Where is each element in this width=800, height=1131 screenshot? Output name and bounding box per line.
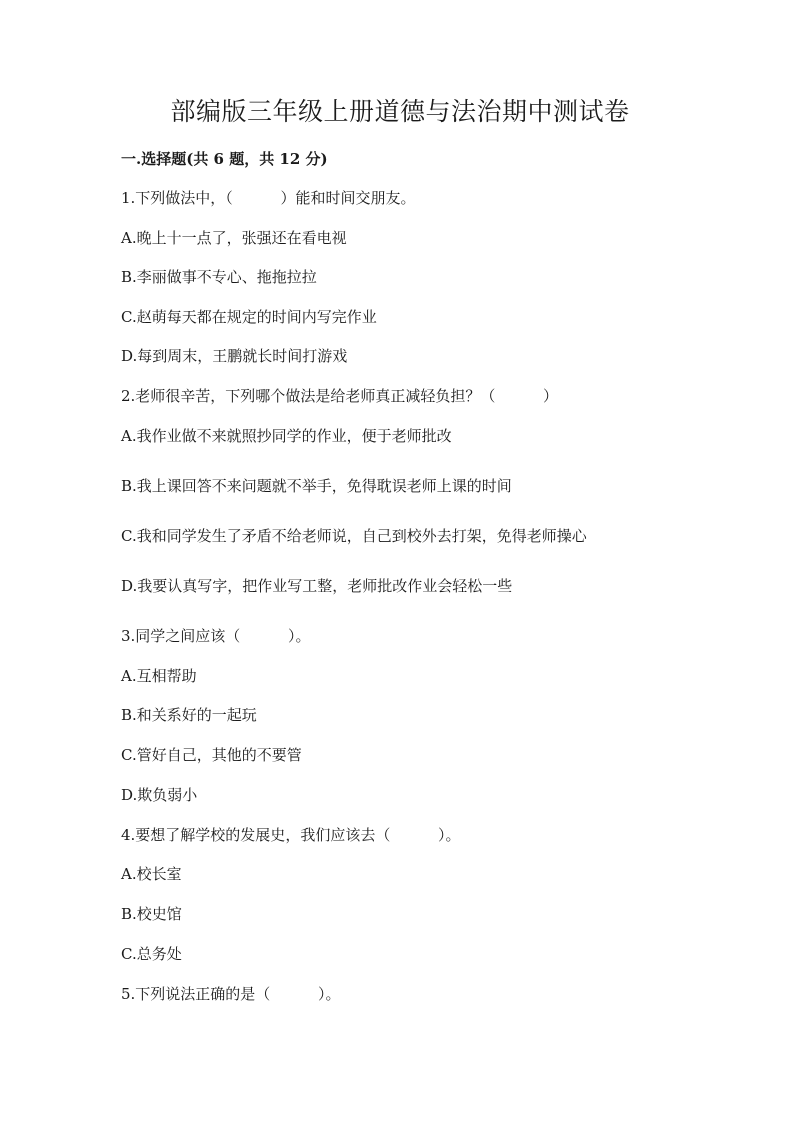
option-1c: C.赵萌每天都在规定的时间内写完作业 [121, 308, 377, 326]
question-stem-2: 2.老师很辛苦，下列哪个做法是给老师真正减轻负担？（ ） [121, 387, 558, 405]
option-4b: B.校史馆 [121, 905, 182, 923]
option-3c: C.管好自己，其他的不要管 [121, 746, 302, 764]
option-2d: D.我要认真写字，把作业写工整，老师批改作业会轻松一些 [121, 577, 513, 595]
question-stem-5: 5.下列说法正确的是（ ）。 [121, 985, 341, 1003]
option-4c: C.总务处 [121, 945, 182, 963]
option-1a: A.晚上十一点了，张强还在看电视 [121, 229, 347, 247]
option-1d: D.每到周末，王鹏就长时间打游戏 [121, 347, 348, 365]
question-stem-1: 1.下列做法中，（ ）能和时间交朋友。 [121, 189, 416, 207]
option-3d: D.欺负弱小 [121, 786, 198, 804]
option-2b: B.我上课回答不来问题就不举手，免得耽误老师上课的时间 [121, 477, 512, 495]
option-2a: A.我作业做不来就照抄同学的作业，便于老师批改 [121, 427, 452, 445]
option-4a: A.校长室 [121, 865, 182, 883]
section-heading: 一.选择题(共 6 题，共 12 分) [121, 150, 328, 168]
option-1b: B.李丽做事不专心、拖拖拉拉 [121, 268, 317, 286]
option-2c: C.我和同学发生了矛盾不给老师说，自己到校外去打架，免得老师操心 [121, 527, 587, 545]
page-title: 部编版三年级上册道德与法治期中测试卷 [170, 97, 630, 126]
question-stem-4: 4.要想了解学校的发展史，我们应该去（ ）。 [121, 826, 461, 844]
option-3b: B.和关系好的一起玩 [121, 706, 257, 724]
option-3a: A.互相帮助 [121, 667, 197, 685]
question-stem-3: 3.同学之间应该（ ）。 [121, 627, 311, 645]
